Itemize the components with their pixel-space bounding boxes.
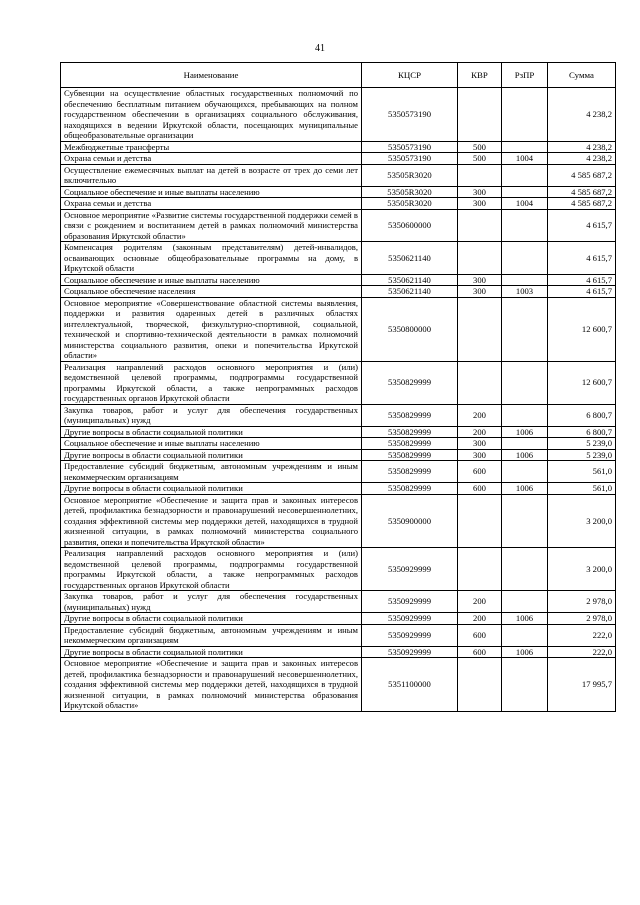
table-row [61,426,616,438]
cell-name: Охрана семьи и детства [61,153,362,165]
table-row [61,361,616,404]
cell-name: Предоставление субсидий бюджетным, автономным учреждениям и иным некоммерческим организациям [61,624,362,646]
cell-sum: 4 615,7 [548,209,616,242]
cell-name: Основное мероприятие «Обеспечение и защита прав и законных интересов детей, профилактика безнадзорности и правонарушений несовершеннолетних, создания эффективной системы мер поддержки детей, находящихся в трудной жизненной ситуации, в рамках полномочий министерства социального развития, опеки и попечительства Иркутской области» [61,494,362,548]
table-row [61,242,616,275]
cell-name: Социальное обеспечение населения [61,286,362,298]
cell-kvr: 200 [458,404,502,426]
cell-rzpr [502,242,548,275]
cell-sum: 561,0 [548,483,616,495]
table-row [61,646,616,658]
cell-kvr: 600 [458,461,502,483]
cell-rzpr: 1006 [502,613,548,625]
cell-kvr [458,548,502,591]
cell-kvr: 500 [458,153,502,165]
cell-name: Социальное обеспечение и иные выплаты населению [61,274,362,286]
cell-rzpr [502,141,548,153]
cell-name: Основное мероприятие «Обеспечение и защита прав и законных интересов детей, профилактика безнадзорности и правонарушений несовершеннолетних, создания эффективной системы мер поддержки детей, находящихся в трудной жизненной ситуации, в рамках полномочий министерства образования Иркутской области» [61,658,362,712]
cell-kvr [458,494,502,548]
cell-rzpr [502,361,548,404]
cell-rzpr [502,494,548,548]
cell-kcsr: 5350829999 [362,426,458,438]
table-row [61,624,616,646]
cell-rzpr: 1006 [502,426,548,438]
cell-kvr: 200 [458,591,502,613]
table-row [61,438,616,450]
cell-rzpr: 1006 [502,449,548,461]
cell-kcsr: 5350900000 [362,494,458,548]
cell-kvr [458,297,502,361]
cell-name: Осуществление ежемесячных выплат на детей в возрасте от трех до семи лет включительно [61,164,362,186]
cell-rzpr [502,404,548,426]
cell-kcsr: 5351100000 [362,658,458,712]
cell-kvr: 300 [458,438,502,450]
cell-kcsr: 5350829999 [362,461,458,483]
cell-kcsr: 5350621140 [362,286,458,298]
cell-name: Компенсация родителям (законным представителям) детей-инвалидов, осваивающих основные общеобразовательные программы на дому, в Иркутской области [61,242,362,275]
cell-kvr: 500 [458,141,502,153]
cell-kvr: 300 [458,186,502,198]
header-rzpr: РзПР [502,63,548,88]
cell-kvr: 600 [458,483,502,495]
table-row [61,461,616,483]
cell-sum: 222,0 [548,624,616,646]
cell-kcsr: 5350600000 [362,209,458,242]
table-row [61,483,616,495]
cell-rzpr: 1004 [502,198,548,210]
cell-kcsr: 5350829999 [362,361,458,404]
cell-sum: 4 615,7 [548,242,616,275]
cell-kcsr: 5350829999 [362,404,458,426]
cell-kcsr: 53505R3020 [362,198,458,210]
cell-sum: 2 978,0 [548,591,616,613]
cell-kvr: 200 [458,426,502,438]
cell-kvr: 300 [458,274,502,286]
cell-rzpr [502,624,548,646]
header-sum: Сумма [548,63,616,88]
cell-name: Другие вопросы в области социальной политики [61,646,362,658]
table-row [61,274,616,286]
cell-rzpr [502,438,548,450]
cell-sum: 17 995,7 [548,658,616,712]
cell-name: Другие вопросы в области социальной политики [61,613,362,625]
cell-rzpr [502,297,548,361]
cell-name: Другие вопросы в области социальной политики [61,449,362,461]
cell-name: Реализация направлений расходов основного мероприятия и (или) ведомственной целевой программы, подпрограммы государственной программы Иркутской области, а также непрограммных расходов государственных органов Иркутской области [61,361,362,404]
table-row [61,613,616,625]
cell-kcsr: 5350929999 [362,646,458,658]
cell-rzpr [502,591,548,613]
cell-kvr [458,209,502,242]
page-number: 41 [315,43,325,54]
cell-sum: 4 615,7 [548,286,616,298]
cell-sum: 12 600,7 [548,361,616,404]
cell-sum: 561,0 [548,461,616,483]
cell-rzpr [502,548,548,591]
cell-name: Предоставление субсидий бюджетным, автономным учреждениям и иным некоммерческим организациям [61,461,362,483]
cell-sum: 5 239,0 [548,438,616,450]
cell-kvr [458,361,502,404]
cell-kcsr: 5350621140 [362,274,458,286]
cell-sum: 222,0 [548,646,616,658]
cell-name: Основное мероприятие «Совершенствование областной системы выявления, поддержки и развития одаренных детей в различных областях интеллектуальной, творческой, физкультурно-спортивной, социальной, технической и спортивно-технической деятельности в рамках полномочий министерства социального развития, опеки и попечительства Иркутской области» [61,297,362,361]
cell-rzpr [502,186,548,198]
table-body [61,88,616,712]
cell-kvr [458,88,502,142]
cell-name: Охрана семьи и детства [61,198,362,210]
cell-sum: 4 238,2 [548,141,616,153]
cell-name: Основное мероприятие «Развитие системы государственной поддержки семей в связи с рождением и воспитанием детей в рамках полномочий министерства образования Иркутской области» [61,209,362,242]
cell-kvr: 600 [458,646,502,658]
cell-kvr: 300 [458,198,502,210]
cell-kcsr: 5350929999 [362,613,458,625]
cell-rzpr [502,461,548,483]
cell-sum: 4 615,7 [548,274,616,286]
cell-sum: 4 585 687,2 [548,198,616,210]
table-row [61,198,616,210]
cell-kcsr: 5350829999 [362,483,458,495]
table-row [61,88,616,142]
table-row [61,286,616,298]
cell-kcsr: 5350929999 [362,591,458,613]
table-row [61,153,616,165]
table-row [61,186,616,198]
cell-kcsr: 5350829999 [362,449,458,461]
cell-rzpr: 1004 [502,153,548,165]
cell-kvr: 600 [458,624,502,646]
table-header-row [61,63,616,88]
table-row [61,297,616,361]
cell-rzpr [502,164,548,186]
cell-rzpr [502,658,548,712]
cell-name: Межбюджетные трансферты [61,141,362,153]
cell-rzpr [502,274,548,286]
cell-kcsr: 53505R3020 [362,186,458,198]
cell-name: Социальное обеспечение и иные выплаты населению [61,186,362,198]
cell-rzpr [502,209,548,242]
cell-kvr: 300 [458,449,502,461]
cell-name: Социальное обеспечение и иные выплаты населению [61,438,362,450]
cell-rzpr: 1003 [502,286,548,298]
cell-sum: 2 978,0 [548,613,616,625]
cell-kvr: 200 [458,613,502,625]
cell-kvr [458,242,502,275]
cell-name: Закупка товаров, работ и услуг для обеспечения государственных (муниципальных) нужд [61,404,362,426]
cell-kcsr: 5350829999 [362,438,458,450]
cell-rzpr [502,88,548,142]
cell-name: Закупка товаров, работ и услуг для обеспечения государственных (муниципальных) нужд [61,591,362,613]
cell-sum: 5 239,0 [548,449,616,461]
header-kvr: КВР [458,63,502,88]
cell-sum: 3 200,0 [548,494,616,548]
cell-rzpr: 1006 [502,483,548,495]
table-row [61,449,616,461]
cell-name: Другие вопросы в области социальной политики [61,426,362,438]
table-row [61,658,616,712]
budget-table [60,62,616,712]
cell-sum: 4 238,2 [548,153,616,165]
header-kcsr: КЦСР [362,63,458,88]
cell-name: Субвенции на осуществление областных государственных полномочий по обеспечению бесплатным питанием обучающихся, пребывающих на полном государственном обеспечении в организациях социального обслуживания, находящихся в ведении Иркутской области, посещающих муниципальные общеобразовательные организации [61,88,362,142]
cell-kcsr: 5350573190 [362,141,458,153]
table-row [61,164,616,186]
table-row [61,548,616,591]
cell-kvr [458,164,502,186]
cell-sum: 4 585 687,2 [548,164,616,186]
table-row [61,209,616,242]
table-row [61,141,616,153]
cell-sum: 6 800,7 [548,426,616,438]
cell-name: Реализация направлений расходов основного мероприятия и (или) ведомственной целевой программы, подпрограммы государственной программы Иркутской области, а также непрограммных расходов государственных органов Иркутской области [61,548,362,591]
cell-sum: 4 238,2 [548,88,616,142]
cell-name: Другие вопросы в области социальной политики [61,483,362,495]
cell-kcsr: 5350929999 [362,548,458,591]
table-row [61,404,616,426]
cell-kvr: 300 [458,286,502,298]
cell-kcsr: 53505R3020 [362,164,458,186]
cell-sum: 12 600,7 [548,297,616,361]
cell-kvr [458,658,502,712]
cell-sum: 6 800,7 [548,404,616,426]
cell-sum: 4 585 687,2 [548,186,616,198]
header-name: Наименование [61,63,362,88]
cell-kcsr: 5350929999 [362,624,458,646]
cell-rzpr: 1006 [502,646,548,658]
cell-kcsr: 5350800000 [362,297,458,361]
cell-kcsr: 5350573190 [362,88,458,142]
table-row [61,494,616,548]
cell-kcsr: 5350621140 [362,242,458,275]
cell-kcsr: 5350573190 [362,153,458,165]
cell-sum: 3 200,0 [548,548,616,591]
table-row [61,591,616,613]
